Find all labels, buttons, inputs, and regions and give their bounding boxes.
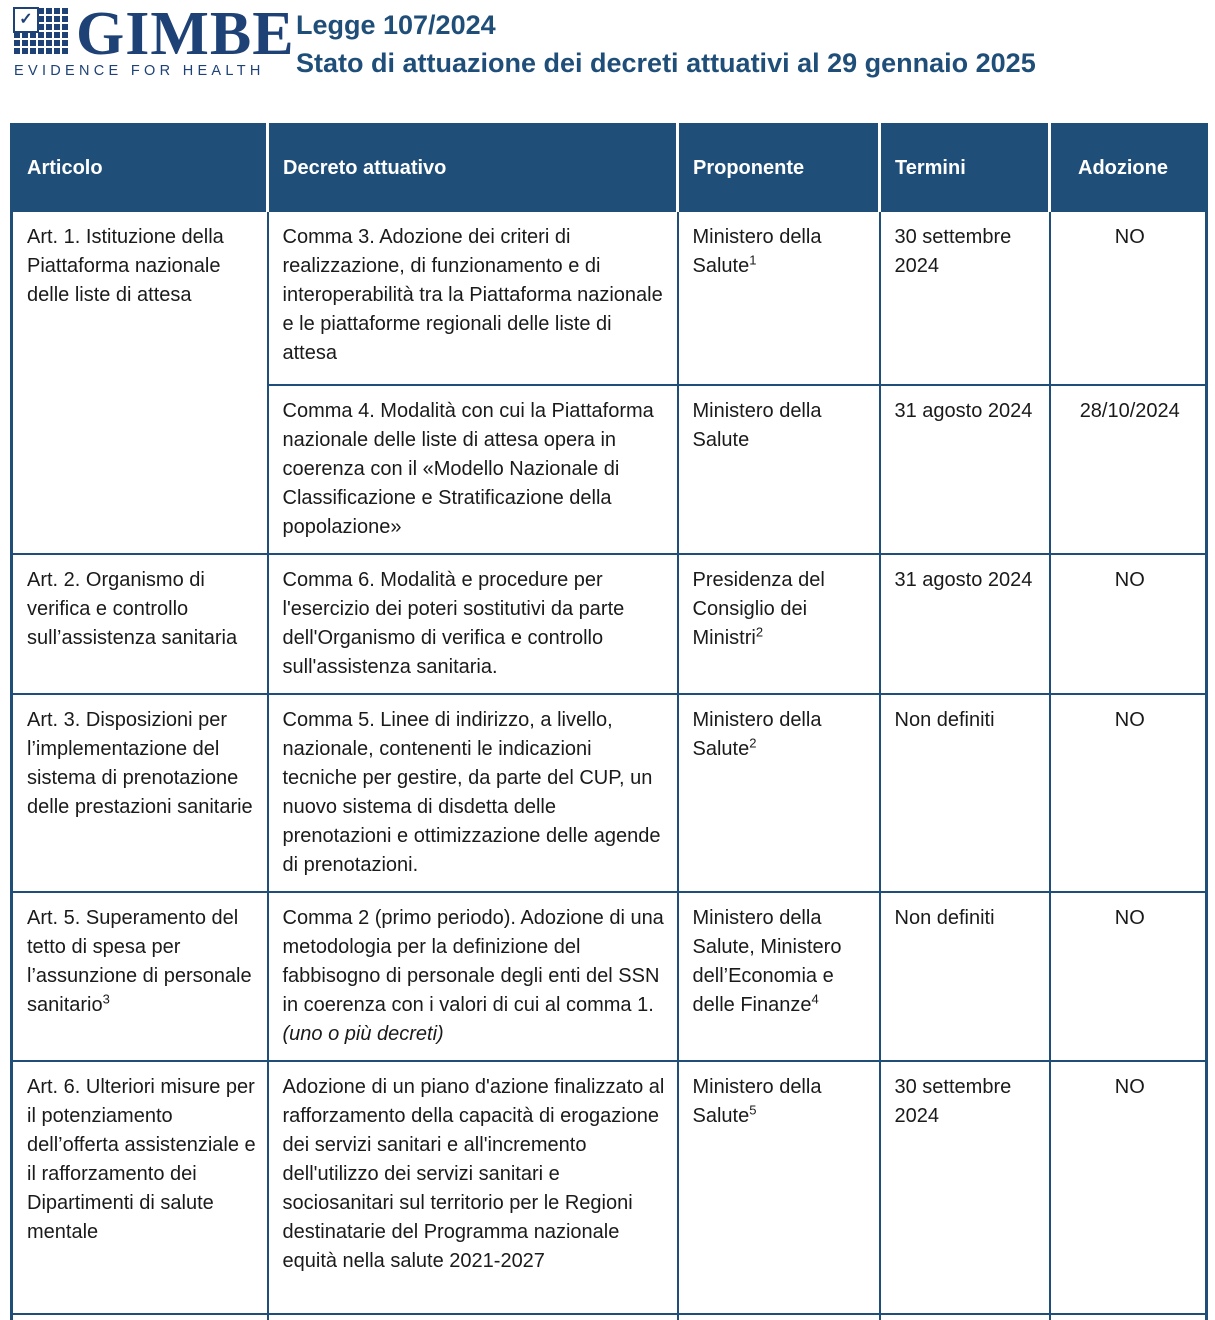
cell-proponente: Ministero della Salute$^1$ — [678, 211, 880, 385]
table-row — [12, 554, 1207, 694]
cell-decreto: Comma 4. Modalità con cui la Piattaforma nazionale delle liste di attesa opera in coerenza con il «Modello Nazionale di Classificazione e Stratificazione della popolazione» — [268, 385, 678, 554]
column-header-articolo: Articolo — [12, 125, 268, 212]
cell-decreto: Comma 6. Modalità e procedure per l'esercizio dei poteri sostitutivi da parte dell'Organismo di verifica e controllo sull'assistenza sanitaria. — [268, 554, 678, 694]
logo-name: GIMBE — [76, 0, 295, 68]
cell-articolo: Art. 6. Ulteriori misure per il potenziamento dell’offerta assistenziale e il rafforzamento dei Dipartimenti di salute mentale — [12, 1061, 268, 1314]
column-header-decreto: Decreto attuativo — [268, 125, 678, 212]
cell-decreto: Comma 5. Linee di indirizzo, a livello, nazionale, contenenti le indicazioni tecniche per gestire, da parte del CUP, un nuovo sistema di disdetta delle prenotazioni e ottimizzazione delle agende di prenotazioni. — [268, 694, 678, 892]
cell-adozione: NO — [1050, 892, 1207, 1061]
cell-articolo: Art. 2. Organismo di verifica e controllo sull’assistenza sanitaria — [12, 554, 268, 694]
cell-adozione: NO — [1050, 211, 1207, 385]
column-header-termini: Termini — [880, 125, 1050, 212]
cell-adozione: NO — [1050, 694, 1207, 892]
decrees-table — [10, 123, 1208, 1320]
cell-termini: 31 agosto 2024 — [880, 554, 1050, 694]
cell-proponente: Presidenza del Consiglio dei Ministri$^2$ — [678, 554, 880, 694]
check-icon: ✓ — [13, 7, 39, 33]
title-line-1: Legge 107/2024 — [296, 10, 496, 40]
cell-proponente: Ministero della Salute$^2$ — [678, 694, 880, 892]
column-header-proponente: Proponente — [678, 125, 880, 212]
table-row — [12, 211, 1207, 385]
logo-tagline: EVIDENCE FOR HEALTH — [14, 63, 265, 79]
gimbe-brand — [14, 0, 295, 79]
cell-proponente: Ministero della Salute, Ministero dell’Economia e delle Finanze$^4$ — [678, 892, 880, 1061]
table-row-cutoff — [12, 1314, 1207, 1320]
cell-proponente: Ministero della Salute$^5$ — [678, 1061, 880, 1314]
cell-termini: 30 settembre 2024 — [880, 211, 1050, 385]
cell-adozione: NO — [1050, 554, 1207, 694]
cell-decreto: Comma 2 (primo periodo). Adozione di una metodologia per la definizione del fabbisogno di personale degli enti del SSN in coerenza con i valori di cui al comma 1. (uno o più decreti) — [268, 892, 678, 1061]
page-title — [296, 6, 1196, 82]
column-header-adozione: Adozione — [1050, 125, 1207, 212]
cell-adozione: 28/10/2024 — [1050, 385, 1207, 554]
title-line-2: Stato di attuazione dei decreti attuativi al 29 gennaio 2025 — [296, 48, 1036, 78]
cell-termini: 30 settembre 2024 — [880, 1061, 1050, 1314]
cell-decreto: Comma 3. Adozione dei criteri di realizzazione, di funzionamento e di interoperabilità tra la Piattaforma nazionale e le piattaforme regionali delle liste di attesa — [268, 211, 678, 385]
cell-articolo: Art. 5. Superamento del tetto di spesa per l’assunzione di personale sanitario$^3$ — [12, 892, 268, 1061]
table-row — [12, 892, 1207, 1061]
cell-articolo: Art. 3. Disposizioni per l’implementazione del sistema di prenotazione delle prestazioni sanitarie — [12, 694, 268, 892]
cell-decreto: Adozione di un piano d'azione finalizzato al rafforzamento della capacità di erogazione dei servizi sanitari e all'incremento dell'utilizzo dei servizi sanitari e sociosanitari sul territorio per le Regioni destinatarie del Programma nazionale equità nella salute 2021-2027 — [268, 1061, 678, 1314]
cell-termini: 31 agosto 2024 — [880, 385, 1050, 554]
cell-articolo: Art. 1. Istituzione della Piattaforma nazionale delle liste di attesa — [12, 211, 268, 554]
cell-termini: Non definiti — [880, 694, 1050, 892]
cell-adozione: NO — [1050, 1061, 1207, 1314]
cell-termini: Non definiti — [880, 892, 1050, 1061]
table-row — [12, 694, 1207, 892]
gimbe-logo-mark — [14, 8, 68, 56]
table-row — [12, 1061, 1207, 1314]
cell-proponente: Ministero della Salute — [678, 385, 880, 554]
table-header-row — [12, 125, 1207, 212]
